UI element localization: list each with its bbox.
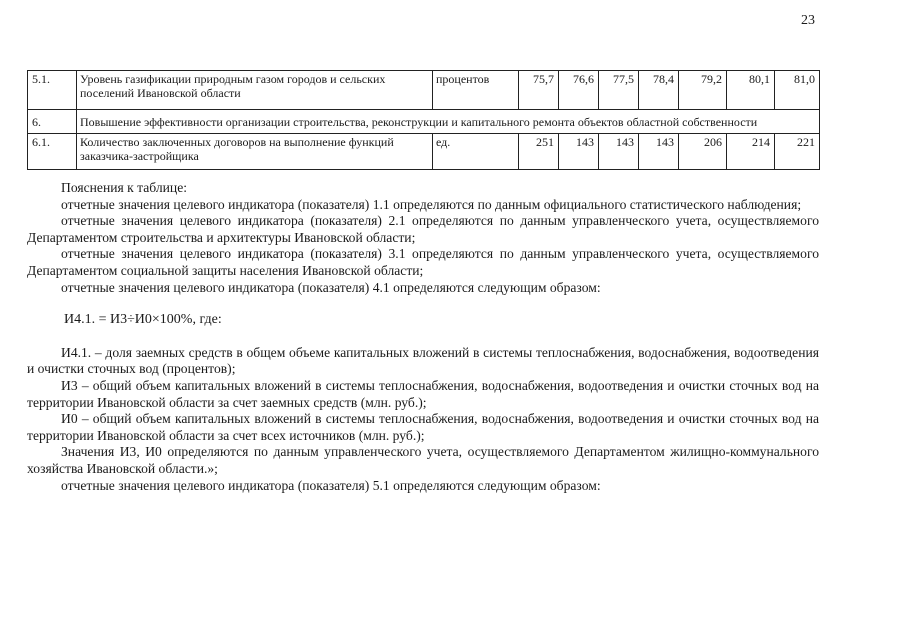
table-section-row: [28, 110, 820, 134]
definition-paragraph: И4.1. – доля заемных средств в общем объеме капитальных вложений в системы теплоснабжения, водоснабжения, водоотведения и очистки сточных вод (процентов);: [27, 344, 819, 377]
page-number: 23: [801, 13, 815, 28]
indicator-name: Количество заключенных договоров на выполнение функций заказчика-застройщика: [77, 134, 433, 170]
note-paragraph: отчетные значения целевого индикатора (показателя) 2.1 определяются по данным управленческого учета, осуществляемого Департаментом строительства и архитектуры Ивановской области;: [27, 213, 819, 245]
row-number: 6.: [28, 110, 77, 134]
value-cell: 143: [639, 134, 679, 170]
note-paragraph: отчетные значения целевого индикатора (показателя) 4.1 определяются следующим образом:: [61, 279, 601, 295]
value-cell: 75,7: [519, 71, 559, 110]
value-cell: 143: [559, 134, 599, 170]
indicator-name: Уровень газификации природным газом городов и сельских поселений Ивановской области: [77, 71, 433, 110]
definition-paragraph: Значения И3, И0 определяются по данным управленческого учета, осуществляемого Департаментом жилищно-коммунального хозяйства Ивановской области.»;: [27, 444, 819, 476]
value-cell: 80,1: [727, 71, 775, 110]
note-paragraph: отчетные значения целевого индикатора (показателя) 3.1 определяются по данным управленческого учета, осуществляемого Департаментом социальной защиты населения Ивановской области;: [27, 246, 819, 278]
formula: И4.1. = И3÷И0×100%, где:: [64, 312, 222, 328]
definition-paragraph: И0 – общий объем капитальных вложений в системы теплоснабжения, водоснабжения, водоотведения и очистки сточных вод на территории Ивановской области за счет всех источников (млн. руб.);: [27, 411, 819, 443]
value-cell: 206: [679, 134, 727, 170]
notes-header: Пояснения к таблице:: [61, 180, 188, 195]
note-paragraph: отчетные значения целевого индикатора (показателя) 1.1 определяются по данным официального статистического наблюдения;: [61, 196, 802, 212]
table-notes: [27, 180, 819, 494]
value-cell: 251: [519, 134, 559, 170]
table-row: [28, 71, 820, 110]
note-paragraph: отчетные значения целевого индикатора (показателя) 5.1 определяются следующим образом:: [61, 477, 601, 493]
table-row: [28, 134, 820, 170]
value-cell: 81,0: [775, 71, 820, 110]
value-cell: 214: [727, 134, 775, 170]
value-cell: 79,2: [679, 71, 727, 110]
row-number: 5.1.: [28, 71, 77, 110]
indicators-table: [27, 70, 820, 170]
unit-cell: ед.: [433, 134, 519, 170]
value-cell: 78,4: [639, 71, 679, 110]
definition-paragraph: И3 – общий объем капитальных вложений в системы теплоснабжения, водоснабжения, водоотведения и очистки сточных вод на территории Ивановской области за счет заемных средств (млн. руб.);: [27, 377, 819, 410]
unit-cell: процентов: [433, 71, 519, 110]
value-cell: 221: [775, 134, 820, 170]
value-cell: 143: [599, 134, 639, 170]
value-cell: 77,5: [599, 71, 639, 110]
row-number: 6.1.: [28, 134, 77, 170]
section-title: Повышение эффективности организации строительства, реконструкции и капитального ремонта объектов областной собственности: [77, 110, 820, 134]
value-cell: 76,6: [559, 71, 599, 110]
